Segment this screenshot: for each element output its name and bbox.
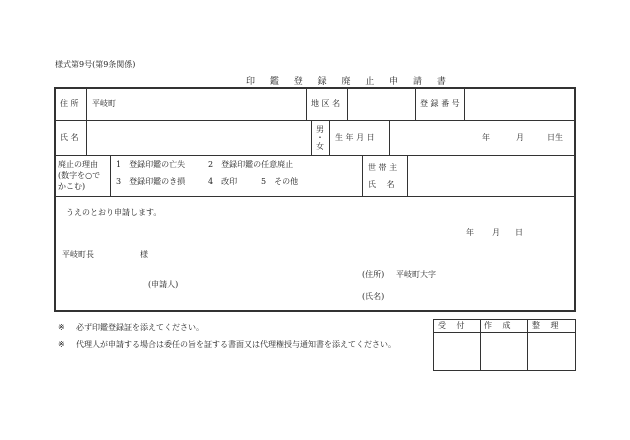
- reason-option-1[interactable]: 1 登録印鑑の亡失: [116, 160, 186, 169]
- applicant-address-value[interactable]: 平岐町大字: [396, 270, 436, 279]
- birthdate-label: 生 年 月 日: [335, 133, 375, 142]
- note-2-mark: ※: [58, 340, 65, 349]
- householder-label-line2: 氏 名: [368, 180, 395, 189]
- date-day-label: 日: [515, 228, 523, 237]
- birth-year-label: 年: [482, 133, 490, 142]
- applicant-name-label: (氏名): [362, 292, 385, 301]
- processed-label: 整 理: [532, 321, 559, 330]
- application-statement: うえのとおり申請します。: [66, 208, 162, 217]
- note-1: 必ず印鑑登録証を添えてください。: [76, 323, 204, 332]
- district-field[interactable]: [349, 89, 413, 118]
- reason-label-line3: かこむ): [58, 182, 86, 191]
- received-label: 受 付: [438, 321, 465, 330]
- reason-option-4[interactable]: 4 改印: [208, 177, 238, 186]
- reason-option-3[interactable]: 3 登録印鑑のき損: [116, 177, 186, 186]
- registration-number-field[interactable]: [466, 89, 572, 118]
- name-label: 氏 名: [60, 133, 79, 142]
- applicant-label: (申請人): [148, 280, 179, 289]
- gender-male[interactable]: 男: [316, 125, 324, 134]
- date-month-label: 月: [492, 228, 500, 237]
- registration-number-label: 登 録 番 号: [420, 99, 460, 108]
- note-1-mark: ※: [58, 323, 65, 332]
- address-value[interactable]: 平岐町: [92, 99, 116, 108]
- form-number: 様式第9号(第9条関係): [55, 60, 136, 69]
- gender-female[interactable]: 女: [316, 142, 324, 151]
- district-label: 地 区 名: [311, 99, 341, 108]
- address-label: 住 所: [60, 99, 79, 108]
- reason-option-5[interactable]: 5 その他: [261, 177, 299, 186]
- name-field[interactable]: [88, 122, 309, 153]
- addressee: 平岐町長: [62, 250, 94, 259]
- prepared-label: 作 成: [484, 321, 511, 330]
- birth-day-label: 日生: [547, 133, 563, 142]
- note-2: 代理人が申請する場合は委任の旨を証する書面又は代理権授与通知書を添えてください。: [76, 340, 396, 349]
- date-year-label: 年: [466, 228, 474, 237]
- birth-month-label: 月: [516, 133, 524, 142]
- reason-label-line2: (数字を○で: [58, 171, 101, 180]
- householder-label-line1: 世 帯 主: [368, 163, 398, 172]
- reason-label-line1: 廃止の理由: [58, 160, 98, 169]
- applicant-name-field[interactable]: [396, 288, 566, 304]
- householder-name-field[interactable]: [409, 157, 572, 194]
- gender-separator: ・: [316, 133, 324, 142]
- reason-option-2[interactable]: 2 登録印鑑の任意廃止: [208, 160, 294, 169]
- form-title: 印 鑑 登 録 廃 止 申 請 書: [246, 77, 452, 87]
- applicant-address-label: (住所): [362, 270, 385, 279]
- honorific: 様: [140, 250, 148, 259]
